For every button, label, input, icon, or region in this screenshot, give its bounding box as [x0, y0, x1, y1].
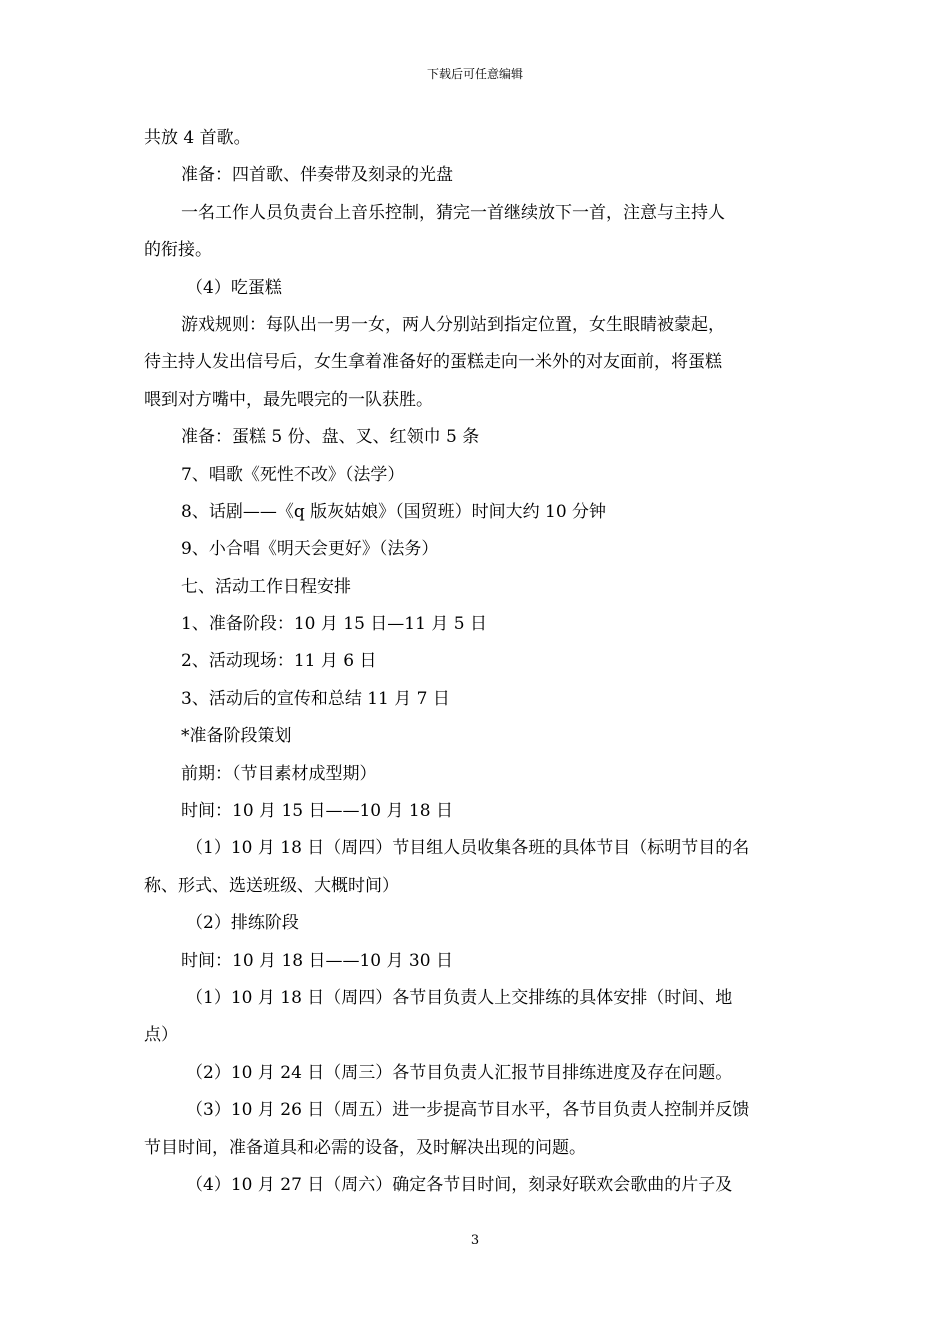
- text-line: 准备：蛋糕 5 份、盘、叉、红领巾 5 条: [181, 427, 480, 448]
- text-line: 节目时间，准备道具和必需的设备，及时解决出现的问题。: [144, 1137, 586, 1158]
- text-line: （3）10 月 26 日（周五）进一步提高节目水平，各节目负责人控制并反馈: [186, 1100, 750, 1121]
- text-line: 2、活动现场：11 月 6 日: [181, 651, 377, 672]
- text-line: 7、唱歌《死性不改》（法学）: [181, 464, 405, 485]
- page-header: 下载后可任意编辑: [426, 67, 523, 81]
- text-line: 游戏规则：每队出一男一女，两人分别站到指定位置，女生眼睛被蒙起，: [181, 314, 725, 335]
- text-line: 1、准备阶段：10 月 15 日—11 月 5 日: [181, 614, 487, 635]
- text-line: （4）吃蛋糕: [186, 277, 282, 298]
- text-line: 共放 4 首歌。: [144, 128, 251, 148]
- text-line: 前期：（节目素材成型期）: [181, 763, 377, 784]
- text-line: *准备阶段策划: [181, 726, 292, 747]
- text-line: 的衔接。: [144, 240, 212, 261]
- text-line: 3、活动后的宣传和总结 11 月 7 日: [181, 688, 450, 709]
- text-line: 点）: [144, 1025, 178, 1046]
- text-line: 准备：四首歌、伴奏带及刻录的光盘: [181, 165, 453, 186]
- text-line: 8、话剧——《q 版灰姑娘》（国贸班）时间大约 10 分钟: [181, 501, 607, 522]
- text-line: （2）排练阶段: [186, 913, 299, 934]
- document-body: [144, 120, 806, 1204]
- text-line: 称、形式、选送班级、大概时间）: [144, 875, 399, 896]
- text-line: （4）10 月 27 日（周六）确定各节目时间，刻录好联欢会歌曲的片子及: [186, 1174, 733, 1195]
- text-line: 七、活动工作日程安排: [181, 576, 351, 597]
- text-line: 喂到对方嘴中，最先喂完的一队获胜。: [144, 389, 433, 410]
- text-line: 待主持人发出信号后，女生拿着准备好的蛋糕走向一米外的对友面前，将蛋糕: [144, 352, 722, 373]
- text-line: 9、小合唱《明天会更好》（法务）: [181, 539, 439, 560]
- text-line: （1）10 月 18 日（周四）节目组人员收集各班的具体节目（标明节目的名: [186, 838, 750, 859]
- text-line: （1）10 月 18 日（周四）各节目负责人上交排练的具体安排（时间、地: [186, 987, 733, 1008]
- text-line: 一名工作人员负责台上音乐控制，猜完一首继续放下一首，注意与主持人: [181, 202, 725, 223]
- text-line: 时间：10 月 18 日——10 月 30 日: [181, 950, 453, 971]
- page-number: 3: [470, 1233, 480, 1248]
- text-line: 时间：10 月 15 日——10 月 18 日: [181, 801, 453, 822]
- text-line: （2）10 月 24 日（周三）各节目负责人汇报节目排练进度及存在问题。: [186, 1062, 733, 1083]
